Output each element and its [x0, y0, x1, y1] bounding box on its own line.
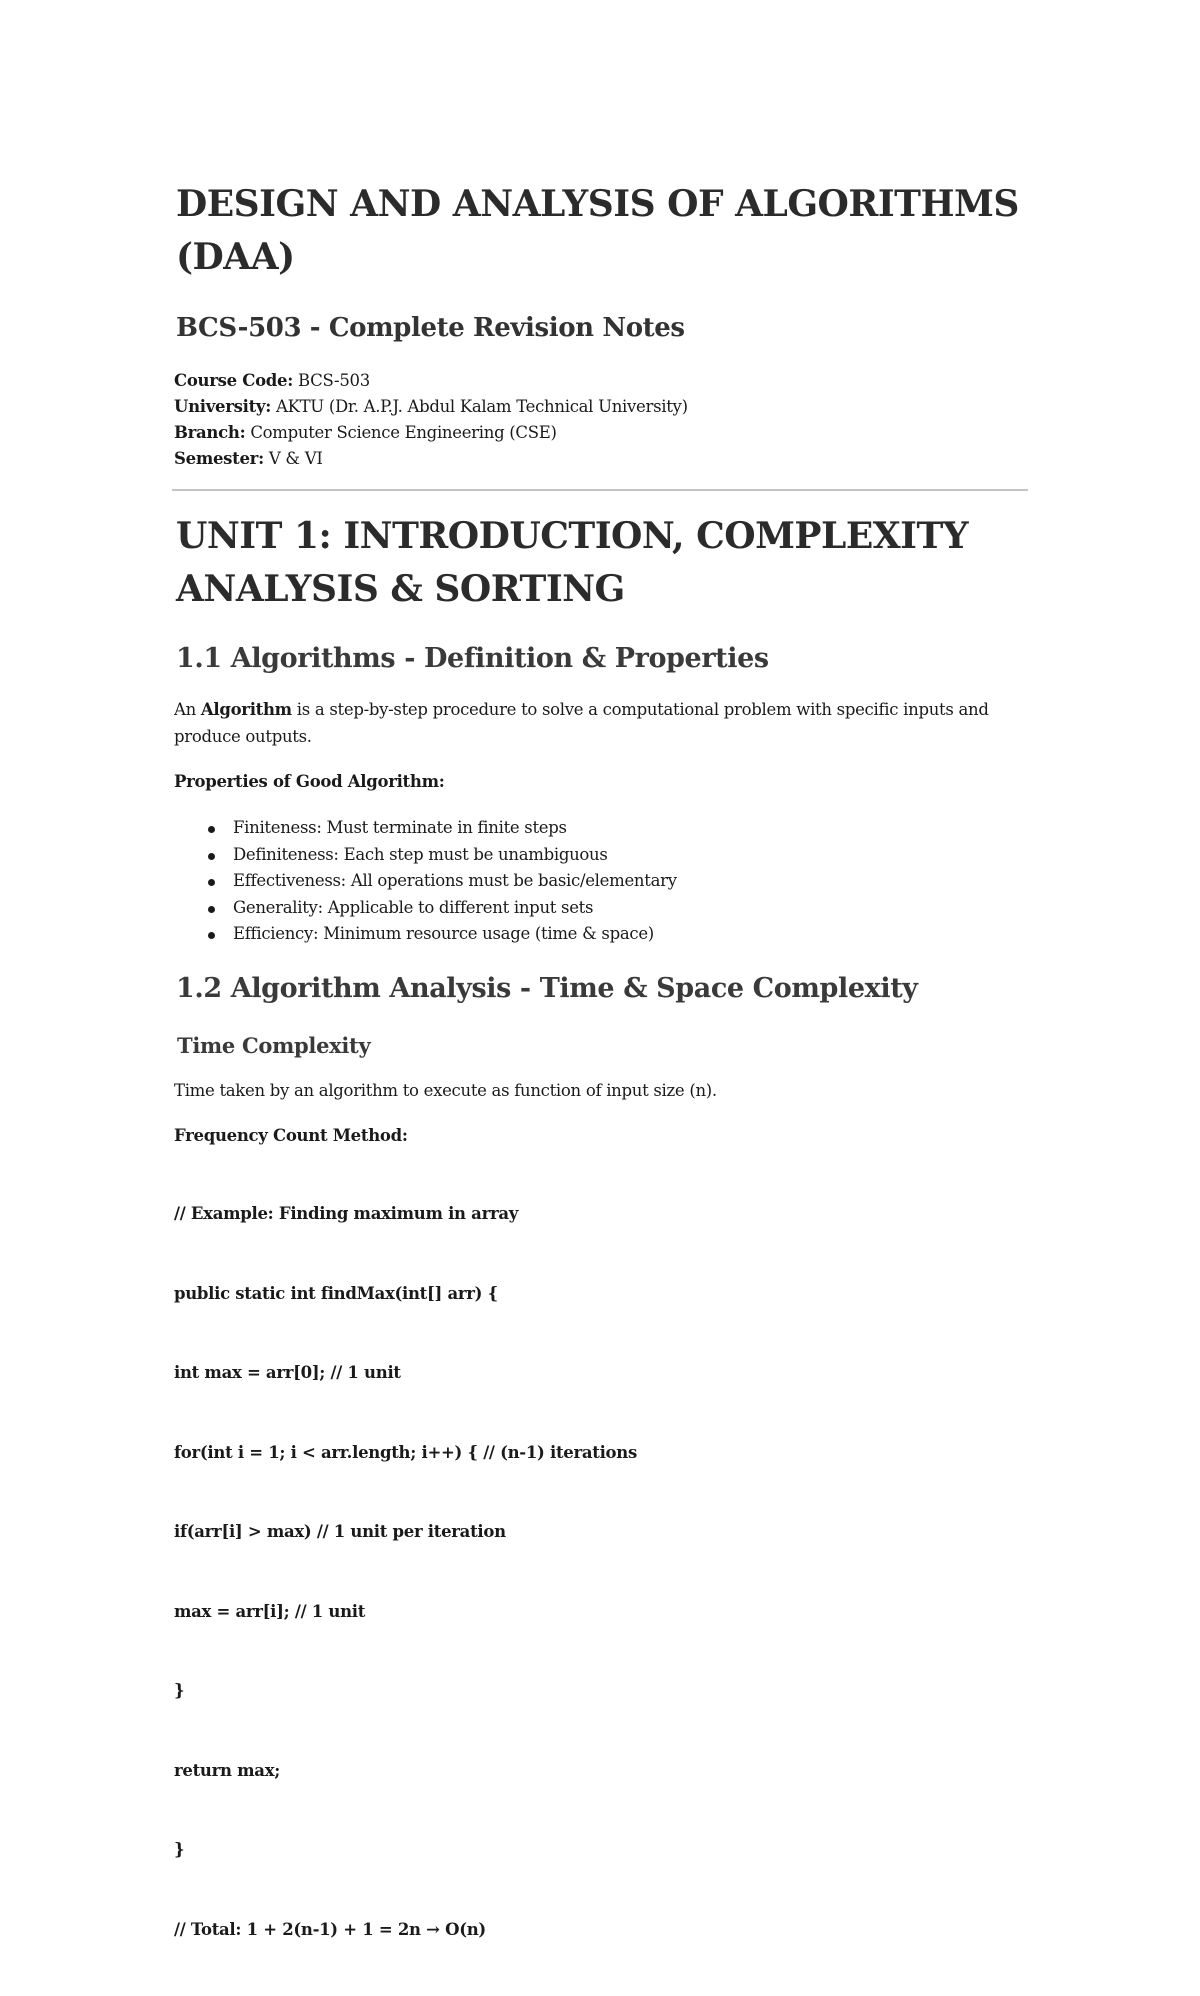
bullet-icon: [208, 853, 215, 860]
meta-branch: [174, 420, 688, 446]
code-line: for(int i = 1; i < arr.length; i++) { // (n-1) iterations: [174, 1442, 637, 1462]
meta-label: Semester:: [174, 449, 264, 468]
meta-label: Branch:: [174, 423, 246, 442]
code-line: }: [174, 1840, 185, 1859]
meta-value: Computer Science Engineering (CSE): [250, 423, 557, 442]
frequency-count-heading: [174, 1122, 1014, 1149]
course-meta: [174, 368, 688, 472]
section-1-2-heading: 1.2 Algorithm Analysis - Time & Space Complexity: [176, 973, 918, 1004]
property-text: Generality: Applicable to different input sets: [233, 897, 594, 917]
code-line: if(arr[i] > max) // 1 unit per iteration: [174, 1522, 506, 1541]
bullet-icon: [208, 906, 215, 913]
time-complexity-description: Time taken by an algorithm to execute as function of input size (n).: [174, 1081, 717, 1100]
code-line: }: [174, 1681, 185, 1700]
bullet-icon: [208, 932, 215, 939]
properties-list: [174, 815, 677, 948]
meta-university: [174, 394, 688, 420]
definition-prefix: An: [174, 700, 201, 719]
code-line: // Total: 1 + 2(n-1) + 1 = 2n → O(n): [174, 1919, 486, 1939]
section-1-1-heading: 1.1 Algorithms - Definition & Properties: [176, 643, 769, 674]
code-line: int max = arr[0]; // 1 unit: [174, 1363, 401, 1382]
list-item: [174, 842, 677, 869]
document-title: DESIGN AND ANALYSIS OF ALGORITHMS (DAA): [176, 183, 1019, 278]
code-example: [174, 1148, 637, 1996]
meta-label: Course Code:: [174, 371, 294, 390]
property-text: Definiteness: Each step must be unambiguous: [233, 844, 608, 864]
property-text: Finiteness: Must terminate in finite steps: [233, 818, 567, 837]
property-text: Efficiency: Minimum resource usage (time & space): [233, 924, 654, 943]
meta-value: V & VI: [268, 449, 323, 468]
unit-1-title: UNIT 1: INTRODUCTION, COMPLEXITY ANALYSIS & SORTING: [176, 515, 969, 610]
bullet-icon: [208, 826, 215, 833]
meta-semester: [174, 446, 688, 472]
code-line: max = arr[i]; // 1 unit: [174, 1601, 366, 1621]
document-subtitle: BCS-503 - Complete Revision Notes: [176, 313, 685, 343]
property-text: Effectiveness: All operations must be basic/elementary: [233, 871, 677, 890]
properties-heading: [174, 768, 1014, 795]
meta-value: BCS-503: [297, 371, 370, 390]
list-item: [174, 868, 677, 895]
definition-term: Algorithm: [200, 700, 292, 719]
time-complexity-heading: Time Complexity: [177, 1033, 371, 1058]
meta-course-code: [174, 368, 688, 394]
list-item: [174, 815, 677, 842]
meta-label: University:: [174, 397, 271, 416]
bullet-icon: [208, 879, 215, 886]
list-item: [174, 921, 677, 948]
code-line: // Example: Finding maximum in array: [174, 1204, 519, 1223]
algorithm-definition: [174, 696, 1014, 750]
meta-value: AKTU (Dr. A.P.J. Abdul Kalam Technical University): [275, 397, 688, 416]
definition-text: is a step-by-step procedure to solve a computational problem with specific inputs and produce outputs.: [174, 700, 989, 746]
code-line: public static int findMax(int[] arr) {: [174, 1283, 498, 1303]
code-line: return max;: [174, 1760, 281, 1780]
list-item: [174, 895, 677, 922]
frequency-count-label: Frequency Count Method:: [174, 1126, 408, 1145]
horizontal-divider: [172, 489, 1028, 491]
properties-heading-label: Properties of Good Algorithm:: [174, 772, 445, 791]
